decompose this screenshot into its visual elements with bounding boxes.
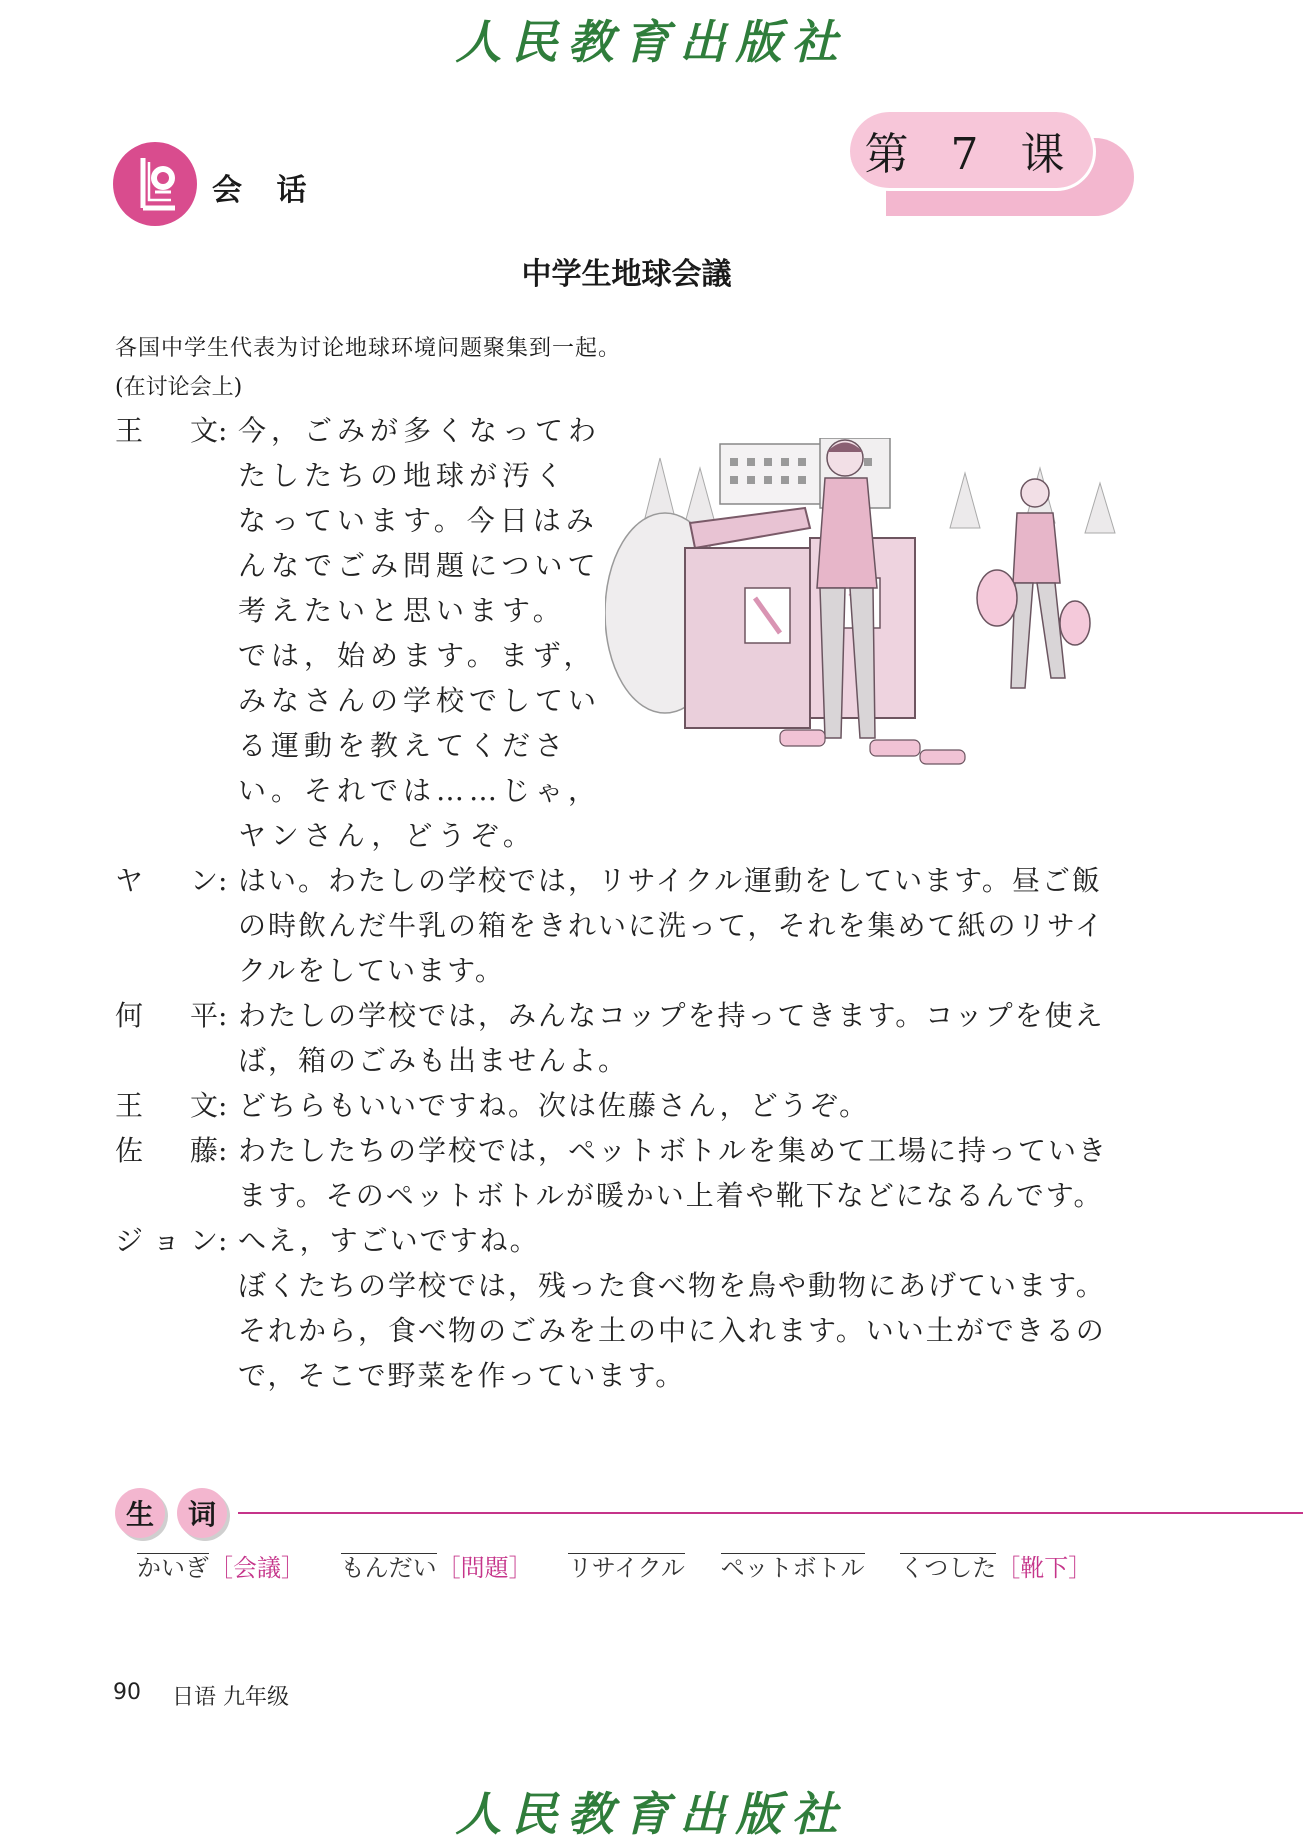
- dialogue-line: 佐 藤 : わたしたちの学校では，ペットボトルを集めて工場に持っていき: [115, 1128, 1135, 1173]
- dialogue-text: 今，ごみが多くなってわ: [238, 414, 602, 447]
- vocabulary-list: [137, 1548, 1120, 1583]
- dialogue-text: ます。そのペットボトルが暖かい上着や靴下などになるんです。: [238, 1179, 1104, 1212]
- dialogue-text: みなさんの学校でしてい: [238, 684, 602, 717]
- dialogue-line: [115, 1353, 1135, 1398]
- vocabulary-divider: [238, 1512, 1303, 1514]
- dialogue-line: 何 平 : わたしの学校では，みんなコップを持ってきます。コップを使え: [115, 993, 1135, 1038]
- dialogue-line: [115, 1263, 1135, 1308]
- dialogue-text: で，そこで野菜を作っています。: [238, 1359, 686, 1392]
- dialogue-text: わたしの学校では，みんなコップを持ってきます。コップを使え: [238, 999, 1105, 1032]
- dialogue-line: [115, 948, 1135, 993]
- dialogue-text: クルをしています。: [238, 954, 505, 987]
- speaker: 何 平: [115, 999, 218, 1032]
- vocab-item: ペットボトル: [720, 1554, 865, 1582]
- conversation-badge-icon: [113, 142, 197, 226]
- intro-text: 各国中学生代表为讨论地球环境问题聚集到一起。: [115, 336, 622, 361]
- dialogue-line: ジョン : へえ，すごいですね。: [115, 1218, 1135, 1263]
- vocab-item: くつした［靴下］: [900, 1554, 1093, 1582]
- dialogue-text: 考えたいと思います。: [238, 594, 566, 627]
- dialogue-line: ヤ ン : はい。わたしの学校では，リサイクル運動をしています。昼ご飯: [115, 858, 1135, 903]
- dialogue-text: へえ，すごいですね。: [238, 1224, 540, 1257]
- speaker: 王 文: [115, 414, 218, 447]
- dialogue-text: どちらもいいですね。次は佐藤さん，どうぞ。: [238, 1089, 870, 1122]
- dialogue-text: い。それでは……じゃ，: [238, 774, 602, 807]
- dialogue-text: んなでごみ問題について: [238, 549, 601, 582]
- dialogue-text: なっています。今日はみ: [238, 504, 599, 537]
- recycling-illustration: [605, 438, 1130, 778]
- dialogue-line: [115, 1038, 1135, 1083]
- dialogue-line: [115, 813, 1135, 858]
- speaker: 佐 藤: [115, 1134, 218, 1167]
- vocab-item: リサイクル: [568, 1554, 685, 1582]
- dialogue-text: ヤンさん，どうぞ。: [238, 819, 536, 852]
- dialogue-line: 王 文 : 今，ごみが多くなってわ: [115, 408, 1135, 453]
- dialogue-line: [115, 1173, 1135, 1218]
- section-label: 会 话: [212, 173, 319, 208]
- speaker: ヤ ン: [115, 864, 218, 897]
- vocab-item: かいぎ［会議］: [137, 1554, 305, 1582]
- vocabulary-header: [113, 1482, 1303, 1542]
- dialogue-text: の時飲んだ牛乳の箱をきれいに洗って，それを集めて紙のリサイ: [238, 909, 1105, 942]
- dialogue-text: それから，食べ物のごみを土の中に入れます。いい土ができるの: [238, 1314, 1106, 1347]
- dialogue-text: たしたちの地球が汚く: [238, 459, 569, 492]
- dialogue-text: わたしたちの学校では，ペットボトルを集めて工場に持っていき: [238, 1134, 1109, 1167]
- page-title: 中学生地球会議: [521, 257, 732, 292]
- publisher-watermark-bottom: 人民教育出版社: [455, 1787, 848, 1841]
- speaker: ジョン: [115, 1224, 218, 1257]
- speaker: 王 文: [115, 1089, 218, 1122]
- dialogue-line: 王 文 : どちらもいいですね。次は佐藤さん，どうぞ。: [115, 1083, 1135, 1128]
- publisher-watermark-top: 人民教育出版社: [455, 15, 848, 69]
- dialogue-text: ば，箱のごみも出ませんよ。: [238, 1044, 629, 1077]
- dialogue-line: [115, 903, 1135, 948]
- page-number: 90: [113, 1680, 141, 1705]
- lesson-tab: [850, 112, 1135, 217]
- dialogue-text: では，始めます。まず，: [238, 639, 597, 672]
- intro-context: (在讨论会上): [115, 375, 243, 400]
- dialogue-line: [115, 1308, 1135, 1353]
- dialogue-text: ぼくたちの学校では，残った食べ物を鳥や動物にあげています。: [238, 1269, 1106, 1302]
- vocab-header-char-1: 生: [115, 1488, 165, 1538]
- dialogue-text: はい。わたしの学校では，リサイクル運動をしています。昼ご飯: [238, 864, 1102, 897]
- dialogue-text: る運動を教えてくださ: [238, 729, 569, 762]
- vocab-header-char-2: 词: [177, 1488, 227, 1538]
- vocab-item: もんだい［問題］: [340, 1554, 533, 1582]
- book-name: 日语 九年级: [172, 1685, 289, 1710]
- lesson-number: 第 7 课: [850, 112, 1096, 191]
